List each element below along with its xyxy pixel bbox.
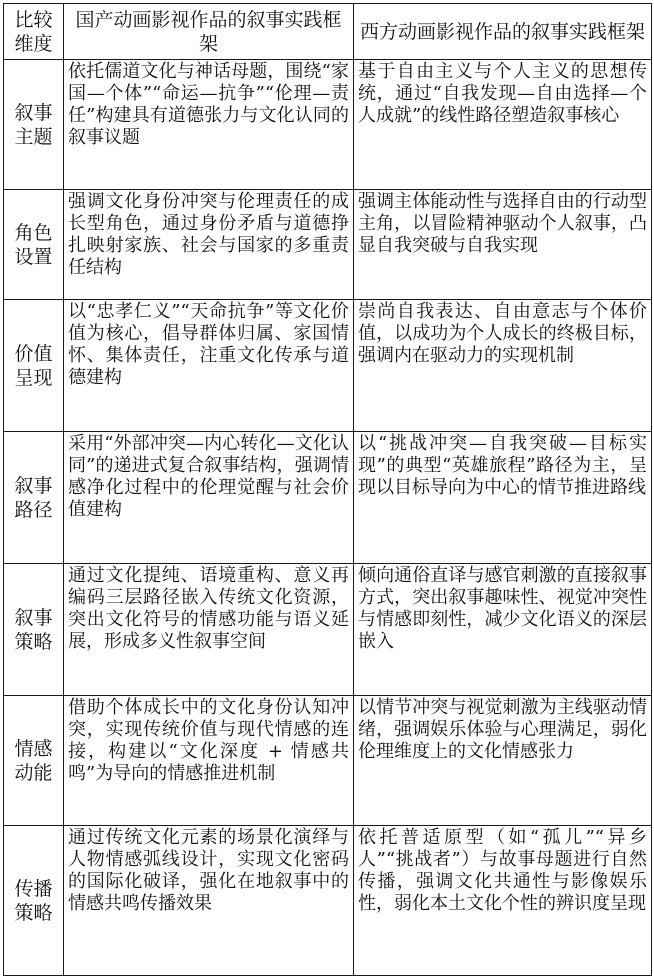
table-row (4, 190, 652, 300)
domestic-cell: 强调文化身份冲突与伦理责任的成长型角色，通过身份矛盾与道德挣扎映射家族、社会与国家的多重责任结构 (64, 190, 354, 300)
comparison-table (3, 3, 652, 976)
row-label: 角色 设置 (4, 190, 64, 300)
table-row (4, 432, 652, 564)
row-label: 情感 动能 (4, 696, 64, 826)
header-dimension: 比较 维度 (4, 4, 64, 60)
row-label: 传播 策略 (4, 826, 64, 976)
table-row (4, 564, 652, 696)
western-cell: 以情节冲突与视觉刺激为主线驱动情绪，强调娱乐体验与心理满足，弱化伦理维度上的文化情感张力 (354, 696, 652, 826)
domestic-cell: 通过传统文化元素的场景化演绎与人物情感弧线设计，实现文化密码的国际化破译，强化在地叙事中的情感共鸣传播效果 (64, 826, 354, 976)
domestic-cell: 依托儒道文化与神话母题，围绕“家国—个体”“命运—抗争”“伦理—责任”构建具有道德张力与文化认同的叙事议题 (64, 60, 354, 190)
western-cell: 倾向通俗直译与感官刺激的直接叙事方式，突出叙事趣味性、视觉冲突性与情感即刻性，减少文化语义的深层嵌入 (354, 564, 652, 696)
header-row (4, 4, 652, 60)
western-cell: 崇尚自我表达、自由意志与个体价值，以成功为个人成长的终极目标，强调内在驱动力的实现机制 (354, 300, 652, 432)
table-row (4, 60, 652, 190)
domestic-cell: 以“忠孝仁义”“天命抗争”等文化价值为核心，倡导群体归属、家国情怀、集体责任，注重文化传承与道德建构 (64, 300, 354, 432)
western-cell: 以“挑战冲突—自我突破—目标实现”的典型“英雄旅程”路径为主，呈现以目标导向为中心的情节推进路线 (354, 432, 652, 564)
western-cell: 强调主体能动性与选择自由的行动型主角，以冒险精神驱动个人叙事，凸显自我突破与自我实现 (354, 190, 652, 300)
table-row (4, 300, 652, 432)
table-row (4, 826, 652, 976)
western-cell: 基于自由主义与个人主义的思想传统，通过“自我发现—自由选择—个人成就”的线性路径塑造叙事核心 (354, 60, 652, 190)
western-cell: 依托普适原型（如“孤儿”“异乡人”“挑战者”）与故事母题进行自然传播，强调文化共通性与影像娱乐性，弱化本土文化个性的辨识度呈现 (354, 826, 652, 976)
header-domestic: 国产动画影视作品的叙事实践框架 (64, 4, 354, 60)
domestic-cell: 采用“外部冲突—内心转化—文化认同”的递进式复合叙事结构，强调情感净化过程中的伦理觉醒与社会价值建构 (64, 432, 354, 564)
domestic-cell: 通过文化提纯、语境重构、意义再编码三层路径嵌入传统文化资源，突出文化符号的情感功能与语义延展，形成多义性叙事空间 (64, 564, 354, 696)
header-western: 西方动画影视作品的叙事实践框架 (354, 4, 652, 60)
row-label: 叙事 策略 (4, 564, 64, 696)
row-label: 价值 呈现 (4, 300, 64, 432)
row-label: 叙事 主题 (4, 60, 64, 190)
domestic-cell: 借助个体成长中的文化身份认知冲突，实现传统价值与现代情感的连接，构建以“文化深度 + 情感共鸣”为导向的情感推进机制 (64, 696, 354, 826)
table-row (4, 696, 652, 826)
row-label: 叙事 路径 (4, 432, 64, 564)
